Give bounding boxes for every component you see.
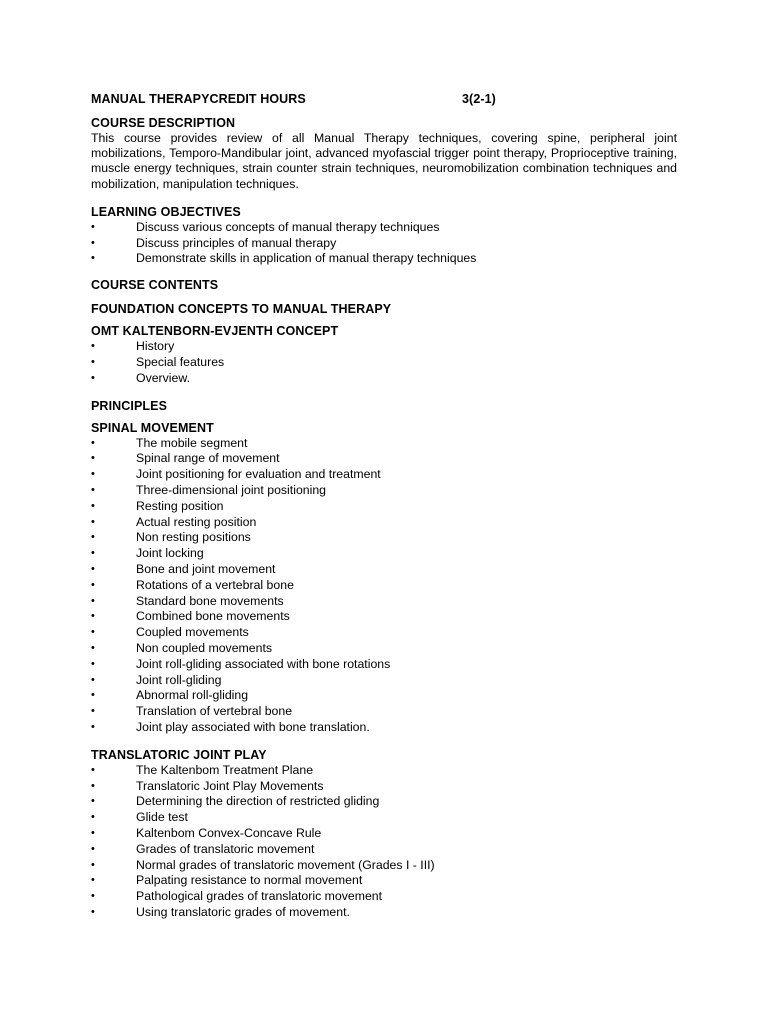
list-item <box>91 578 677 594</box>
list-item <box>91 641 677 657</box>
list-item <box>91 794 677 810</box>
list-item <box>91 546 677 562</box>
list-item-text: Standard bone movements <box>136 593 284 608</box>
foundation-heading: FOUNDATION CONCEPTS TO MANUAL THERAPY <box>91 302 392 317</box>
credit-hours: 3(2-1) <box>462 92 496 106</box>
list-item <box>91 609 677 625</box>
bullet-icon: • <box>91 858 95 871</box>
list-item <box>91 889 677 905</box>
bullet-icon: • <box>91 531 95 544</box>
list-item <box>91 625 677 641</box>
list-item-text: Determining the direction of restricted gliding <box>136 794 380 809</box>
list-item-text: Actual resting position <box>136 514 257 529</box>
list-item-text: Translatoric Joint Play Movements <box>136 778 324 793</box>
bullet-icon: • <box>91 436 95 449</box>
list-item <box>91 842 677 858</box>
list-item <box>91 515 677 531</box>
list-item <box>91 355 677 371</box>
list-item-text: Special features <box>136 355 225 369</box>
spinal-movement-list <box>91 436 677 736</box>
list-item <box>91 720 677 736</box>
bullet-icon: • <box>91 842 95 855</box>
list-item-text: Glide test <box>136 810 188 825</box>
list-item <box>91 251 677 267</box>
list-item-text: Joint positioning for evaluation and treatment <box>136 467 381 482</box>
list-item <box>91 436 677 452</box>
list-item-text: Using translatoric grades of movement. <box>136 904 350 919</box>
list-item-text: Discuss various concepts of manual therapy techniques <box>136 219 440 234</box>
list-item <box>91 530 677 546</box>
bullet-icon: • <box>91 547 95 560</box>
list-item <box>91 371 677 387</box>
bullet-icon: • <box>91 452 95 465</box>
bullet-icon: • <box>91 499 95 512</box>
bullet-icon: • <box>91 795 95 808</box>
bullet-icon: • <box>91 356 95 368</box>
bullet-icon: • <box>91 578 95 591</box>
omt-list <box>91 339 677 386</box>
list-item <box>91 467 677 483</box>
list-item <box>91 873 677 889</box>
list-item-text: Joint locking <box>136 546 204 561</box>
list-item <box>91 657 677 673</box>
list-item-text: History <box>136 339 175 354</box>
course-title-row <box>91 92 677 109</box>
learning-objectives-heading: LEARNING OBJECTIVES <box>91 204 241 219</box>
list-item-text: Spinal range of movement <box>136 451 280 466</box>
bullet-icon: • <box>91 657 95 670</box>
list-item <box>91 236 677 252</box>
course-description-text: This course provides review of all Manual Therapy techniques, covering spine, peripheral joint mobilizations, Temporo-Mandibular joint, advanced myofascial trigger point therapy, Proprioceptive training, muscle energy techniques, strain counter strain techniques, neuromobilization combination techniques and mobilization, manipulation techniques. <box>91 131 677 191</box>
list-item-text: Demonstrate skills in application of manual therapy techniques <box>136 251 477 266</box>
principles-heading: PRINCIPLES <box>91 398 168 413</box>
list-item <box>91 499 677 515</box>
list-item <box>91 220 677 236</box>
list-item-text: Combined bone movements <box>136 609 290 624</box>
list-item <box>91 905 677 921</box>
list-item-text: Joint roll-gliding associated with bone rotations <box>136 656 391 671</box>
list-item-text: Palpating resistance to normal movement <box>136 873 363 888</box>
list-item <box>91 594 677 610</box>
list-item-text: The Kaltenbom Treatment Plane <box>136 762 314 777</box>
bullet-icon: • <box>91 562 95 575</box>
list-item-text: Joint roll-gliding <box>136 672 222 687</box>
bullet-icon: • <box>91 594 95 607</box>
list-item-text: Bone and joint movement <box>136 561 276 576</box>
list-item-text: Pathological grades of translatoric movement <box>136 889 383 904</box>
list-item-text: Kaltenbom Convex-Concave Rule <box>136 825 322 840</box>
course-description-heading: COURSE DESCRIPTION <box>91 116 236 130</box>
list-item <box>91 688 677 704</box>
list-item-text: The mobile segment <box>136 435 248 450</box>
translatoric-joint-play-heading: TRANSLATORIC JOINT PLAY <box>91 747 267 762</box>
bullet-icon: • <box>91 641 95 654</box>
bullet-icon: • <box>91 610 95 623</box>
course-title: MANUAL THERAPYCREDIT HOURS <box>91 92 306 106</box>
bullet-icon: • <box>91 826 95 839</box>
document-content <box>91 92 677 921</box>
list-item <box>91 483 677 499</box>
list-item <box>91 779 677 795</box>
bullet-icon: • <box>91 874 95 887</box>
bullet-icon: • <box>91 673 95 686</box>
list-item-text: Non coupled movements <box>136 640 273 655</box>
list-item-text: Coupled movements <box>136 625 249 640</box>
list-item <box>91 826 677 842</box>
list-item-text: Resting position <box>136 498 224 513</box>
list-item-text: Discuss principles of manual therapy <box>136 235 337 250</box>
bullet-icon: • <box>91 371 95 384</box>
bullet-icon: • <box>91 705 95 718</box>
bullet-icon: • <box>91 468 95 481</box>
bullet-icon: • <box>91 515 95 528</box>
list-item-text: Grades of translatoric movement <box>136 841 315 856</box>
list-item-text: Non resting positions <box>136 530 251 545</box>
list-item-text: Three-dimensional joint positioning <box>136 482 327 497</box>
list-item <box>91 810 677 826</box>
list-item-text: Normal grades of translatoric movement (Grades I - III) <box>136 857 435 872</box>
bullet-icon: • <box>91 763 95 776</box>
bullet-icon: • <box>91 811 95 824</box>
list-item-text: Joint play associated with bone translation. <box>136 719 370 734</box>
list-item <box>91 562 677 578</box>
omt-heading: OMT KALTENBORN-EVJENTH CONCEPT <box>91 324 339 339</box>
bullet-icon: • <box>91 905 95 918</box>
bullet-icon: • <box>91 890 95 903</box>
list-item <box>91 673 677 689</box>
translatoric-joint-play-list <box>91 763 677 921</box>
bullet-icon: • <box>91 236 95 249</box>
bullet-icon: • <box>91 720 95 733</box>
list-item-text: Rotations of a vertebral bone <box>136 577 294 592</box>
bullet-icon: • <box>91 220 95 233</box>
course-contents-heading: COURSE CONTENTS <box>91 278 219 293</box>
list-item <box>91 858 677 874</box>
bullet-icon: • <box>91 483 95 496</box>
bullet-icon: • <box>91 689 95 702</box>
spinal-movement-heading: SPINAL MOVEMENT <box>91 420 214 435</box>
bullet-icon: • <box>91 340 95 353</box>
list-item <box>91 339 677 355</box>
list-item <box>91 704 677 720</box>
list-item-text: Abnormal roll-gliding <box>136 688 249 703</box>
bullet-icon: • <box>91 779 95 792</box>
list-item-text: Translation of vertebral bone <box>136 704 293 719</box>
bullet-icon: • <box>91 626 95 639</box>
list-item-text: Overview. <box>136 370 190 385</box>
learning-objectives-list <box>91 220 677 267</box>
list-item <box>91 763 677 779</box>
bullet-icon: • <box>91 252 95 265</box>
list-item <box>91 451 677 467</box>
